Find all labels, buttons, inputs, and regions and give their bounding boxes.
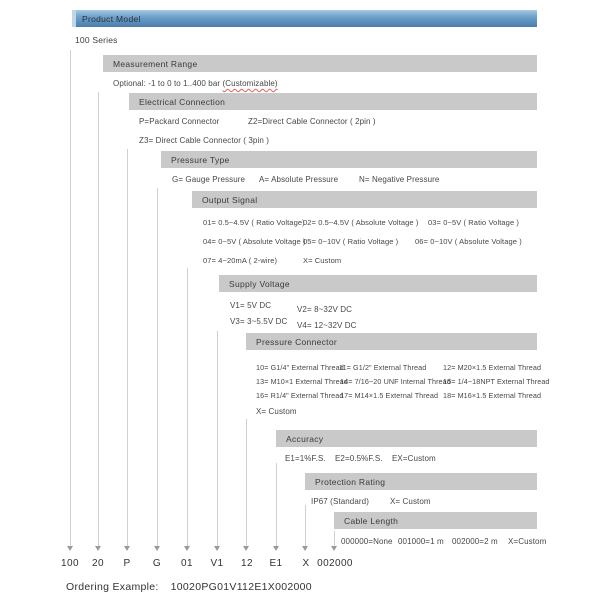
option-protection-ip67: IP67 (Standard): [311, 497, 369, 506]
arrow-down-icon: [124, 546, 130, 551]
option-cable-000000: 000000=None: [341, 537, 393, 546]
flow-line-supply-voltage: [217, 331, 218, 546]
option-output-01: 01= 0.5~4.5V ( Ratio Voltage): [203, 218, 305, 227]
option-connector-14: 14= 7/16~20 UNF Internal Thread: [340, 377, 451, 386]
code-pressure-type: G: [152, 558, 162, 569]
option-text: Optional: -1 to 0 to 1..400 bar: [113, 79, 221, 88]
option-connector-17: 17= M14×1.5 External Thread: [340, 391, 439, 400]
code-protection-rating: X: [302, 558, 310, 569]
flow-line-output-signal: [187, 268, 188, 546]
arrow-down-icon: [184, 546, 190, 551]
option-pressure-g: G= Gauge Pressure: [172, 175, 246, 184]
flow-line-pressure-type: [157, 188, 158, 546]
section-bar-electrical-connection: [129, 93, 537, 110]
section-bar-protection-rating: [305, 473, 537, 490]
arrow-down-icon: [214, 546, 220, 551]
section-title: Measurement Range: [113, 58, 198, 69]
option-protection-x: X= Custom: [390, 497, 431, 506]
section-title: Output Signal: [202, 194, 258, 205]
series-label: 100 Series: [75, 35, 118, 45]
option-connector-x: X= Custom: [256, 407, 297, 416]
option-accuracy-e2: E2=0.5%F.S.: [335, 454, 383, 463]
code-series: 100: [61, 558, 79, 569]
arrow-down-icon: [243, 546, 249, 551]
option-connector-11: 11= G1/2" External Thread: [339, 363, 427, 372]
option-supply-v3: V3= 3~5.5V DC: [230, 317, 288, 326]
option-customizable: (Customizable): [222, 79, 278, 88]
flow-line-cable-length: [334, 531, 335, 546]
option-output-06: 06= 0~10V ( Absolute Voltage ): [415, 237, 522, 246]
code-electrical-connection: P: [123, 558, 131, 569]
option-output-07: 07= 4~20mA ( 2-wire): [203, 256, 278, 265]
arrow-down-icon: [331, 546, 337, 551]
arrow-down-icon: [67, 546, 73, 551]
product-model-header-bar: [72, 10, 537, 27]
option-supply-v2: V2= 8~32V DC: [297, 305, 353, 314]
option-electrical-p: P=Packard Connector: [139, 117, 220, 126]
section-title: Pressure Connector: [256, 336, 337, 347]
option-output-05: 05= 0~10V ( Ratio Voltage ): [303, 237, 399, 246]
code-output-signal: 01: [181, 558, 193, 569]
section-title: Accuracy: [286, 433, 324, 444]
option-measurement-range: [113, 78, 278, 89]
option-connector-15: 15= 1/4~18NPT External Thread: [443, 377, 550, 386]
option-pressure-n: N= Negative Pressure: [359, 175, 440, 184]
flow-line-series: [70, 50, 71, 546]
option-supply-v4: V4= 12~32V DC: [297, 321, 357, 330]
section-bar-measurement-range: [103, 55, 537, 72]
ordering-example-label: Ordering Example:: [66, 581, 159, 593]
option-output-x: X= Custom: [303, 256, 342, 265]
option-cable-001000: 001000=1 m: [398, 537, 444, 546]
arrow-down-icon: [95, 546, 101, 551]
flow-line-measurement-range: [98, 92, 99, 546]
option-accuracy-e1: E1=1%F.S.: [285, 454, 326, 463]
flow-line-pressure-connector: [246, 419, 247, 546]
option-connector-18: 18= M16×1.5 External Thread: [443, 391, 542, 400]
option-pressure-a: A= Absolute Pressure: [259, 175, 339, 184]
code-pressure-connector: 12: [241, 558, 253, 569]
option-output-03: 03= 0~5V ( Ratio Voltage ): [428, 218, 519, 227]
option-output-04: 04= 0~5V ( Absolute Voltage ): [203, 237, 306, 246]
option-cable-002000: 002000=2 m: [452, 537, 498, 546]
flow-line-accuracy: [276, 463, 277, 546]
option-connector-16: 16= R1/4" External Thread: [256, 391, 344, 400]
option-output-02: 02= 0.5~4.5V ( Absolute Voltage ): [303, 218, 419, 227]
code-measurement-range: 20: [92, 558, 104, 569]
option-accuracy-ex: EX=Custom: [392, 454, 436, 463]
option-connector-13: 13= M10×1 External Thread: [256, 377, 348, 386]
code-supply-voltage: V1: [210, 558, 224, 569]
section-bar-pressure-connector: [246, 333, 537, 350]
section-bar-pressure-type: [161, 151, 537, 168]
arrow-down-icon: [154, 546, 160, 551]
flow-line-protection-rating: [305, 505, 306, 546]
section-title: Cable Length: [344, 515, 399, 526]
option-supply-v1: V1= 5V DC: [230, 301, 272, 310]
code-accuracy: E1: [269, 558, 283, 569]
ordering-example: [66, 581, 312, 593]
section-bar-cable-length: [334, 512, 537, 529]
option-cable-x: X=Custom: [508, 537, 547, 546]
arrow-down-icon: [302, 546, 308, 551]
option-electrical-z2: Z2=Direct Cable Connector ( 2pin ): [248, 117, 376, 126]
option-connector-10: 10= G1/4" External Thread: [256, 363, 344, 372]
section-title: Pressure Type: [171, 154, 230, 165]
product-model-title: Product Model: [82, 13, 141, 24]
arrow-down-icon: [273, 546, 279, 551]
option-connector-12: 12= M20×1.5 External Thread: [443, 363, 542, 372]
flow-line-electrical-connection: [127, 149, 128, 546]
section-bar-supply-voltage: [219, 275, 537, 292]
ordering-example-code: 10020PG01V112E1X002000: [170, 581, 312, 593]
section-title: Protection Rating: [315, 476, 386, 487]
option-electrical-z3: Z3= Direct Cable Connector ( 3pin ): [139, 136, 269, 145]
section-title: Supply Voltage: [229, 278, 290, 289]
section-title: Electrical Connection: [139, 96, 226, 107]
code-cable-length: 002000: [317, 558, 353, 569]
section-bar-output-signal: [192, 191, 537, 208]
section-bar-accuracy: [276, 430, 537, 447]
